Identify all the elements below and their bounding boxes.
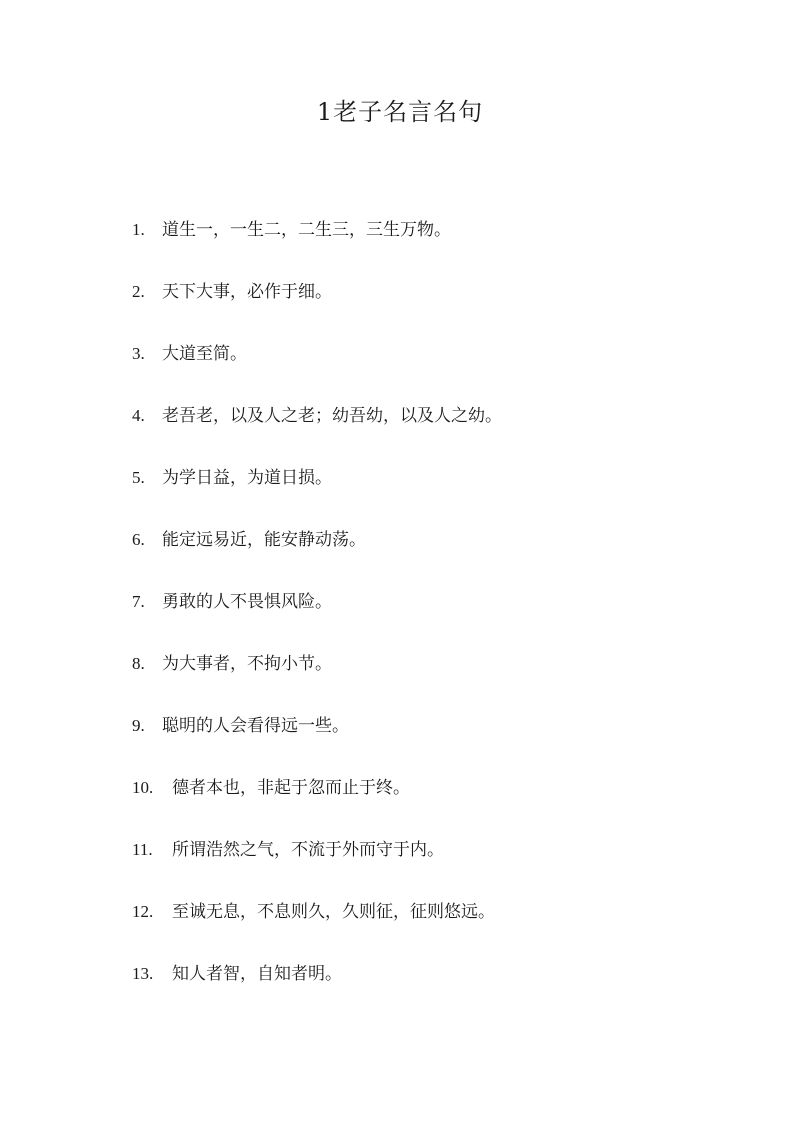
list-item-number: 6. [132,530,145,549]
list-item-text: 所谓浩然之气，不流于外而守于内。 [172,840,444,860]
list-item-number: 4. [132,406,145,425]
list-item [132,523,752,585]
list-item [132,399,752,461]
list-item [132,771,752,833]
list-item-text: 大道至简。 [162,344,247,364]
list-item-text: 老吾老，以及人之老；幼吾幼，以及人之幼。 [162,406,502,426]
list-item [132,709,752,771]
list-item-number: 13. [132,964,154,983]
list-item-number: 10. [132,778,154,797]
list-item [132,337,752,399]
list-item-number: 11. [132,840,153,859]
list-item [132,647,752,709]
list-item-number: 1. [132,220,145,239]
list-item-text: 为大事者，不拘小节。 [162,654,332,674]
list-item-number: 12. [132,902,154,921]
list-item-number: 3. [132,344,145,363]
list-item-text: 至诚无息，不息则久，久则征，征则悠远。 [172,902,495,922]
list-item-text: 能定远易近，能安静动荡。 [162,530,366,550]
list-item-text: 天下大事，必作于细。 [162,282,332,302]
list-item-text: 德者本也，非起于忽而止于终。 [172,778,410,798]
list-item-number: 2. [132,282,145,301]
list-item-text: 聪明的人会看得远一些。 [162,716,349,736]
list-item-text: 为学日益，为道日损。 [162,468,332,488]
quote-list [132,213,752,1019]
list-item [132,213,752,275]
list-item [132,585,752,647]
list-item [132,275,752,337]
list-item [132,833,752,895]
list-item [132,957,752,1019]
list-item-number: 5. [132,468,145,487]
list-item-text: 勇敢的人不畏惧风险。 [162,592,332,612]
list-item-text: 道生一，一生二，二生三，三生万物。 [162,220,451,240]
list-item-text: 知人者智，自知者明。 [172,964,342,984]
document-title: 1老子名言名句 [316,98,484,126]
list-item-number: 7. [132,592,145,611]
list-item [132,461,752,523]
list-item [132,895,752,957]
list-item-number: 8. [132,654,145,673]
list-item-number: 9. [132,716,145,735]
